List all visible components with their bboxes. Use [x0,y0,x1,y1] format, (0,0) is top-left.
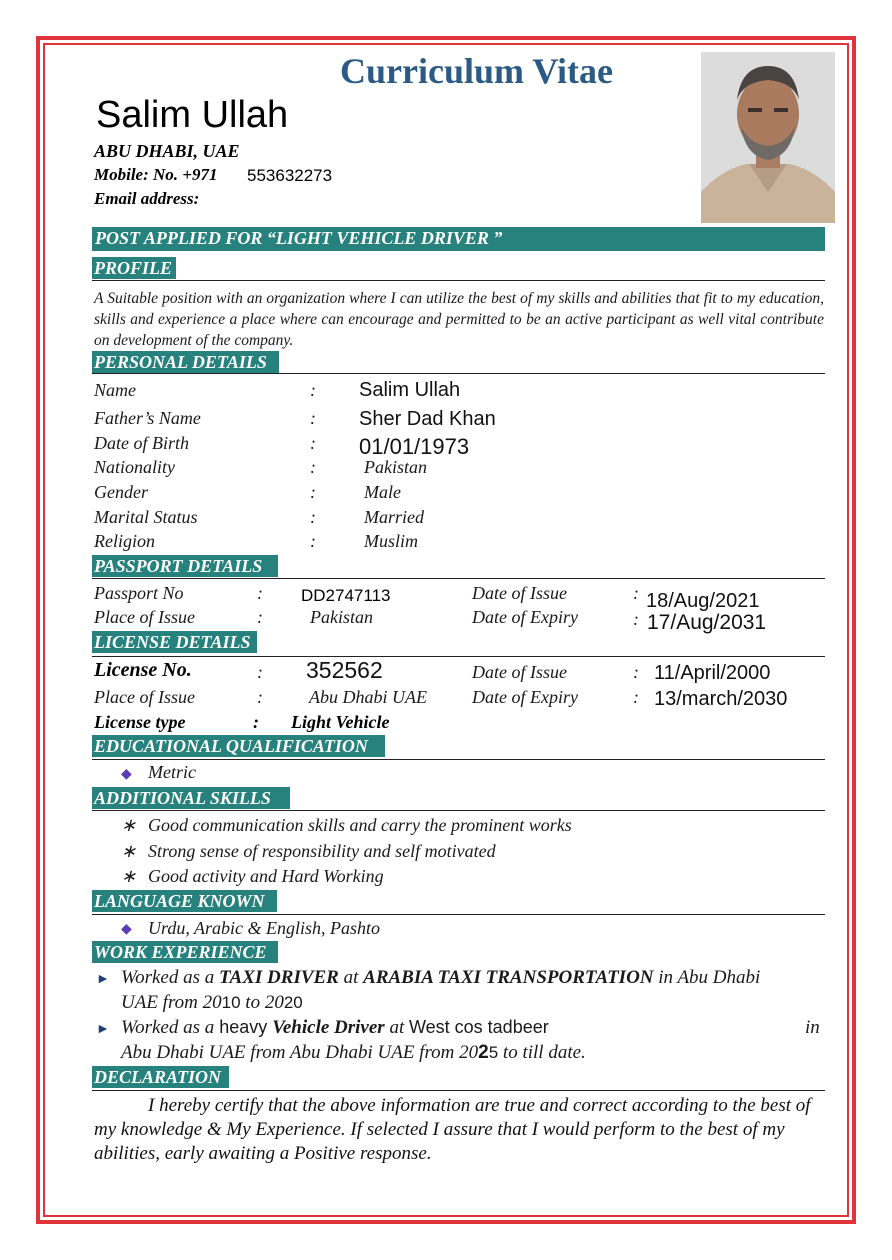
work-item-2-line-1: Worked as a heavy Vehicle Driver at West cos tadbeer [121,1017,549,1038]
languages-heading [92,890,277,912]
person-portrait-icon [701,52,835,223]
personal-label: Religion [94,531,155,551]
personal-details-heading [92,351,279,373]
post-applied: POST APPLIED FOR “LIGHT VEHICLE DRIVER ” [95,228,503,248]
skill-item: Good activity and Hard Working [148,866,384,886]
colon: : [310,531,316,551]
divider [92,914,825,915]
declaration-heading-text: DECLARATION [94,1067,222,1087]
colon: : [257,607,263,627]
personal-label: Name [94,380,136,400]
profile-text: A Suitable position with an organization where I can utilize the best of my skills and abilities that fit to my education, skills and experience a place where can encourage and permitted to be an active participant as well vital contribute on development of the company. [94,290,824,349]
colon: : [633,609,639,629]
colon: : [310,507,316,527]
profile-heading [92,257,176,279]
star-bullet-icon: ∗ [121,815,137,835]
colon: : [310,408,316,428]
colon: : [310,433,316,453]
colon: : [633,662,639,682]
colon: : [257,583,263,603]
personal-value: 01/01/1973 [359,434,470,459]
triangle-bullet-icon: ► [96,972,110,987]
license-expiry-label: Date of Expiry [472,687,578,707]
divider [92,759,825,760]
passport-no-label: Passport No [94,583,184,603]
passport-details-heading [92,555,278,577]
license-no-value: 352562 [306,657,383,683]
license-details-heading [92,631,257,653]
license-issue-label: Date of Issue [472,662,567,682]
work-item-2-in: in [805,1017,820,1038]
divider [92,810,825,811]
work-item-1-line-1: Worked as a TAXI DRIVER at ARABIA TAXI TRANSPORTATION in Abu Dhabi [121,967,761,988]
colon: : [310,457,316,477]
passport-expiry-label: Date of Expiry [472,607,578,627]
colon: : [633,687,639,707]
diamond-bullet-icon: ◆ [121,922,132,937]
document-title: Curriculum Vitae [340,51,613,91]
personal-label: Marital Status [94,507,198,527]
education-heading-text: EDUCATIONAL QUALIFICATION [94,736,368,756]
divider [92,280,825,281]
colon: : [310,482,316,502]
language-item: Urdu, Arabic & English, Pashto [148,918,381,938]
star-bullet-icon: ∗ [121,841,137,861]
personal-label: Gender [94,482,148,502]
divider [92,578,825,579]
work-item-2-line-2: Abu Dhabi UAE from Abu Dhabi UAE from 2025 to till date. [121,1042,586,1063]
profile-heading-text: PROFILE [94,258,173,278]
skills-heading [92,787,290,809]
passport-place-value: Pakistan [310,607,373,627]
post-applied-bar [92,227,825,251]
location: ABU DHABI, UAE [94,141,240,161]
passport-no-value: DD2747113 [301,586,391,605]
license-details-heading-text: LICENSE DETAILS [94,632,251,652]
languages-heading-text: LANGUAGE KNOWN [94,891,265,911]
mobile-number: 553632273 [247,166,333,185]
personal-value: Muslim [364,531,418,551]
triangle-bullet-icon: ► [96,1022,110,1037]
skill-item: Good communication skills and carry the prominent works [148,815,572,835]
education-item: Metric [148,762,196,782]
personal-value: Married [364,507,424,527]
email-label: Email address: [94,189,200,208]
personal-details-heading-text: PERSONAL DETAILS [94,352,267,372]
divider [92,656,825,657]
diamond-bullet-icon: ◆ [121,767,132,782]
colon: : [633,583,639,603]
license-expiry-value: 13/march/2030 [654,688,788,710]
work-item-1-line-2: UAE from 2010 to 2020 [121,992,303,1013]
personal-label: Father’s Name [94,408,201,428]
passport-place-label: Place of Issue [94,607,195,627]
divider [92,373,825,374]
mobile-label: Mobile: No. +971 [94,165,218,184]
skills-heading-text: ADDITIONAL SKILLS [94,788,271,808]
license-no-label: License No. [94,659,192,681]
divider [92,1090,825,1091]
candidate-name: Salim Ullah [96,94,289,136]
passport-details-heading-text: PASSPORT DETAILS [94,556,263,576]
passport-issue-label: Date of Issue [472,583,567,603]
personal-value: Male [364,482,401,502]
declaration-text: I hereby certify that the above information are true and correct according to the best of my knowledge & My Experience. If selected I assure that I would perform to the best of my abilities, early awaiting a Positive response. [94,1095,811,1164]
profile-photo [701,52,835,223]
personal-value: Pakistan [364,457,427,477]
license-type-value: Light Vehicle [291,712,390,732]
license-type-label: License type [94,712,186,732]
colon: : [257,687,263,707]
education-heading [92,735,385,757]
passport-issue-value: 18/Aug/2021 [646,590,760,612]
license-place-value: Abu Dhabi UAE [309,687,427,707]
license-place-label: Place of Issue [94,687,195,707]
work-heading-text: WORK EXPERIENCE [94,942,267,962]
personal-label: Nationality [94,457,175,477]
skill-item: Strong sense of responsibility and self motivated [148,841,496,861]
passport-expiry-value: 17/Aug/2031 [647,611,767,634]
personal-value: Sher Dad Khan [359,408,496,430]
colon: : [257,662,263,682]
personal-value: Salim Ullah [359,379,461,401]
personal-label: Date of Birth [94,433,189,453]
license-issue-value: 11/April/2000 [654,662,771,684]
declaration-heading [92,1066,229,1088]
colon: : [253,712,259,732]
colon: : [310,380,316,400]
star-bullet-icon: ∗ [121,866,137,886]
work-heading [92,941,278,963]
